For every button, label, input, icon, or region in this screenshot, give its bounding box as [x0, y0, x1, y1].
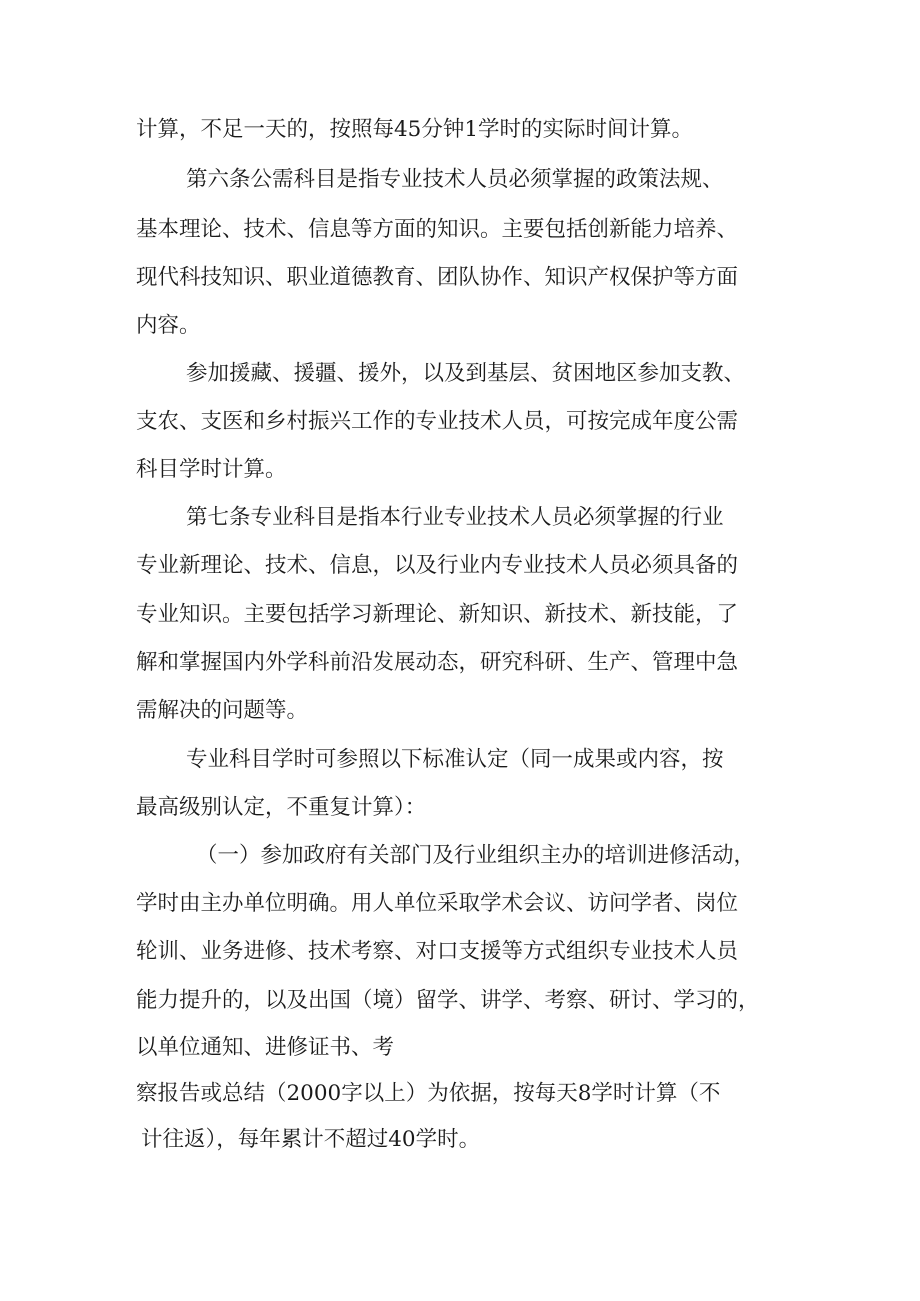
- paragraph-line: 现代科技知识、职业道德教育、团队协作、知识产权保护等方面: [136, 265, 739, 290]
- paragraph-line: 内容。: [136, 313, 201, 338]
- paragraph-line: 科目学时计算。: [136, 457, 287, 482]
- paragraph-line: 学时由主办单位明确。用人单位采取学术会议、访问学者、岗位: [136, 891, 739, 916]
- paragraph-line: 支农、支医和乡村振兴工作的专业技术人员，可按完成年度公需: [136, 409, 739, 434]
- paragraph-line: 能力提升的，以及出国（境）留学、讲学、考察、研讨、学习的，: [136, 988, 760, 1013]
- paragraph-line: 轮训、业务进修、技术考察、对口支援等方式组织专业技术人员: [136, 939, 739, 964]
- paragraph-line: 基本理论、技术、信息等方面的知识。主要包括创新能力培养、: [136, 217, 739, 242]
- paragraph-line: 第七条专业科目是指本行业专业技术人员必须掌握的行业: [186, 505, 724, 530]
- paragraph-line: 参加援藏、援疆、援外，以及到基层、贫困地区参加支教、: [186, 361, 746, 386]
- paragraph-line: 专业知识。主要包括学习新理论、新知识、新技术、新技能，了: [136, 602, 739, 627]
- paragraph-line: （一）参加政府有关部门及行业组织主办的培训进修活动，: [196, 843, 756, 868]
- paragraph-line: 解和掌握国内外学科前沿发展动态，研究科研、生产、管理中急: [136, 650, 739, 675]
- paragraph-line: 需解决的问题等。: [136, 698, 309, 723]
- paragraph-line: 以单位通知、进修证书、考: [136, 1035, 395, 1060]
- paragraph-line: 察报告或总结（2000字以上）为依据，按每天8学时计算（不: [136, 1081, 721, 1106]
- paragraph-line: 计往返），每年累计不超过40学时。: [141, 1127, 481, 1152]
- paragraph-line: 最高级别认定，不重复计算）：: [136, 795, 427, 820]
- paragraph-line: 专业科目学时可参照以下标准认定（同一成果或内容，按: [186, 747, 724, 772]
- paragraph-line: 第六条公需科目是指专业技术人员必须掌握的政策法规、: [186, 167, 724, 192]
- paragraph-line: 专业新理论、技术、信息，以及行业内专业技术人员必须具备的: [136, 553, 739, 578]
- paragraph-line: 计算，不足一天的，按照每45分钟1学时的实际时间计算。: [136, 117, 694, 142]
